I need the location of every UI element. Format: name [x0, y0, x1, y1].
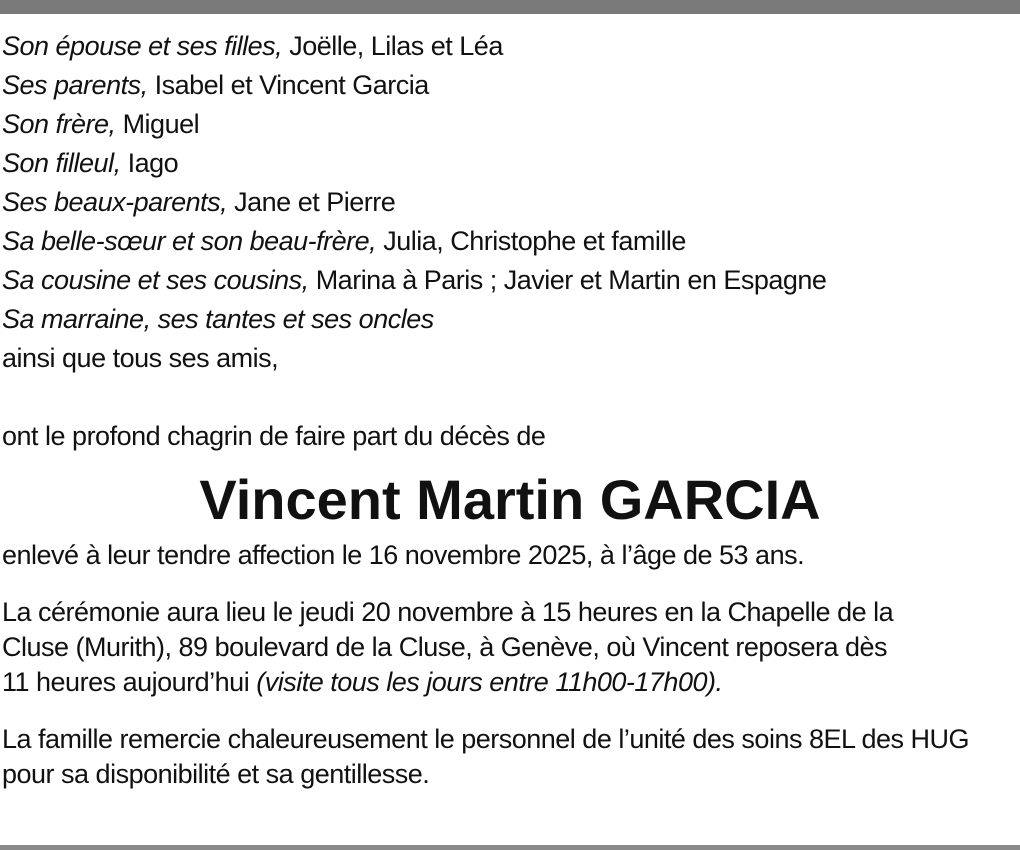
family-line-sister-brother-in-law	[2, 222, 1018, 261]
friends-line: ainsi que tous ses amis,	[2, 343, 279, 373]
family-role: Ses parents,	[2, 70, 148, 100]
family-role: Son épouse et ses filles,	[2, 31, 283, 61]
family-names: Marina à Paris ; Javier et Martin en Espagne	[308, 265, 827, 295]
ceremony-line-3	[2, 665, 1018, 700]
family-names: Iago	[120, 148, 179, 178]
family-role: Son frère,	[2, 109, 116, 139]
family-names: Isabel et Vincent Garcia	[147, 70, 429, 100]
family-line-cousins	[2, 261, 1018, 300]
spacer	[2, 700, 1018, 722]
family-names: Joëlle, Lilas et Léa	[282, 31, 503, 61]
family-line-godson	[2, 144, 1018, 183]
family-line-godmother-aunts-uncles	[2, 300, 1018, 339]
obituary-notice	[2, 27, 1018, 792]
family-names: Miguel	[115, 109, 200, 139]
spacer	[2, 573, 1018, 595]
family-role: Sa cousine et ses cousins,	[2, 265, 309, 295]
family-role: Son filleul,	[2, 148, 121, 178]
deceased-name: Vincent Martin GARCIA	[199, 468, 821, 531]
family-line-spouse	[2, 27, 1018, 66]
spacer	[2, 378, 1018, 417]
ceremony-line-1: La cérémonie aura lieu le jeudi 20 novembre à 15 heures en la Chapelle de la	[2, 597, 894, 627]
family-role: Sa belle-sœur et son beau-frère,	[2, 226, 377, 256]
ceremony-line-2: Cluse (Murith), 89 boulevard de la Cluse, à Genève, où Vincent reposera dès	[2, 632, 888, 662]
family-role: Ses beaux-parents,	[2, 187, 228, 217]
family-names: Jane et Pierre	[227, 187, 396, 217]
family-role: Sa marraine, ses tantes et ses oncles	[2, 304, 434, 334]
announcement-line: ont le profond chagrin de faire part du décès de	[2, 421, 546, 451]
family-line-in-laws	[2, 183, 1018, 222]
family-line-brother	[2, 105, 1018, 144]
ceremony-time-text: 11 heures aujourd’hui	[2, 667, 257, 697]
death-line: enlevé à leur tendre affection le 16 novembre 2025, à l’âge de 53 ans.	[2, 540, 805, 570]
top-rule	[0, 0, 1020, 14]
thanks-line-2: pour sa disponibilité et sa gentillesse.	[2, 759, 430, 789]
visit-note: (visite tous les jours entre 11h00-17h00).	[256, 667, 723, 697]
family-names: Julia, Christophe et famille	[376, 226, 686, 256]
family-line-parents	[2, 66, 1018, 105]
bottom-rule	[0, 845, 1020, 850]
thanks-line-1: La famille remercie chaleureusement le personnel de l’unité des soins 8EL des HUG	[2, 724, 970, 754]
